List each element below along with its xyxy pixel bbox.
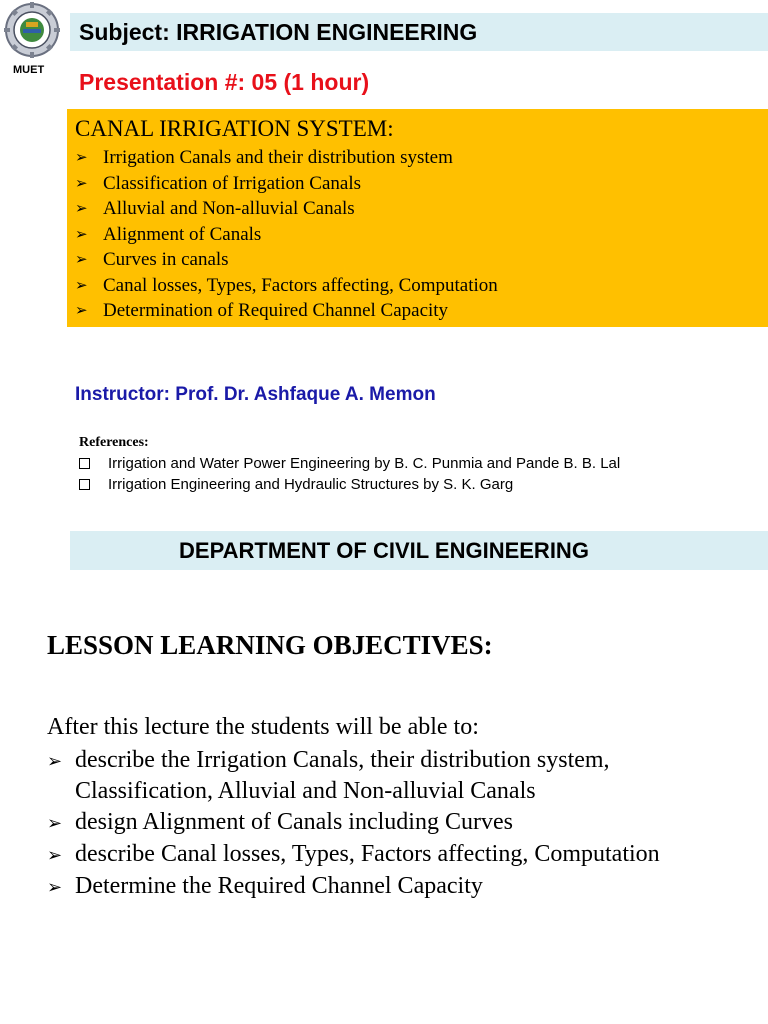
topic-text: Alignment of Canals (103, 223, 262, 245)
objective-line: Classification, Alluvial and Non-alluvial Canals (75, 778, 536, 804)
topic-text: Classification of Irrigation Canals (103, 172, 362, 194)
topics-box (67, 109, 768, 327)
list-item (47, 871, 660, 903)
reference-text: Irrigation Engineering and Hydraulic Structures by S. K. Garg (108, 476, 514, 493)
arrow-bullet-icon: ➢ (75, 250, 88, 268)
department-banner (70, 531, 768, 570)
list-item (79, 474, 620, 495)
topic-text: Curves in canals (103, 249, 229, 270)
list-item (75, 273, 498, 299)
list-item (75, 196, 498, 222)
list-item (75, 171, 498, 197)
university-seal-icon (4, 2, 60, 58)
arrow-bullet-icon: ➢ (75, 148, 88, 166)
list-item (47, 839, 660, 871)
topics-list (75, 145, 498, 324)
logo-caption: MUET (13, 64, 45, 76)
references-title: References: (79, 435, 149, 450)
instructor-name: Instructor: Prof. Dr. Ashfaque A. Memon (75, 384, 436, 405)
topic-text: Irrigation Canals and their distribution system (103, 147, 453, 168)
checkbox-bullet-icon (79, 458, 90, 469)
topic-text: Canal losses, Types, Factors affecting, Computation (103, 274, 498, 296)
arrow-bullet-icon: ➢ (47, 845, 63, 866)
presentation-number: Presentation #: 05 (1 hour) (79, 69, 370, 95)
arrow-bullet-icon: ➢ (75, 301, 88, 319)
reference-text: Irrigation and Water Power Engineering by B. C. Punmia and Pande B. B. Lal (108, 455, 621, 472)
references-list (79, 453, 620, 495)
objectives-list (47, 745, 660, 903)
topic-text: Determination of Required Channel Capacity (103, 300, 449, 321)
objective-text (75, 745, 610, 807)
list-item (75, 222, 498, 248)
subject-title: Subject: IRRIGATION ENGINEERING (79, 18, 478, 45)
arrow-bullet-icon: ➢ (75, 199, 88, 217)
topics-title: CANAL IRRIGATION SYSTEM: (75, 116, 394, 141)
subject-banner (70, 13, 768, 51)
objective-line: describe the Irrigation Canals, their distribution system, (75, 747, 610, 773)
list-item (75, 145, 498, 171)
objective-text: design Alignment of Canals including Curves (75, 809, 513, 835)
department-title: DEPARTMENT OF CIVIL ENGINEERING (179, 537, 589, 563)
objectives-intro: After this lecture the students will be able to: (47, 714, 479, 740)
arrow-bullet-icon: ➢ (47, 813, 63, 834)
list-item (47, 807, 660, 839)
list-item (75, 298, 498, 324)
list-item (47, 745, 660, 807)
arrow-bullet-icon: ➢ (75, 224, 88, 243)
list-item (75, 247, 498, 273)
arrow-bullet-icon: ➢ (75, 173, 88, 192)
arrow-bullet-icon: ➢ (47, 751, 63, 772)
checkbox-bullet-icon (79, 479, 90, 490)
objective-text: Determine the Required Channel Capacity (75, 873, 483, 899)
list-item (79, 453, 620, 474)
objective-text: describe Canal losses, Types, Factors affecting, Computation (75, 841, 660, 867)
objectives-title: LESSON LEARNING OBJECTIVES: (47, 630, 493, 660)
arrow-bullet-icon: ➢ (47, 877, 63, 898)
arrow-bullet-icon: ➢ (75, 275, 88, 294)
topic-text: Alluvial and Non-alluvial Canals (103, 198, 355, 219)
